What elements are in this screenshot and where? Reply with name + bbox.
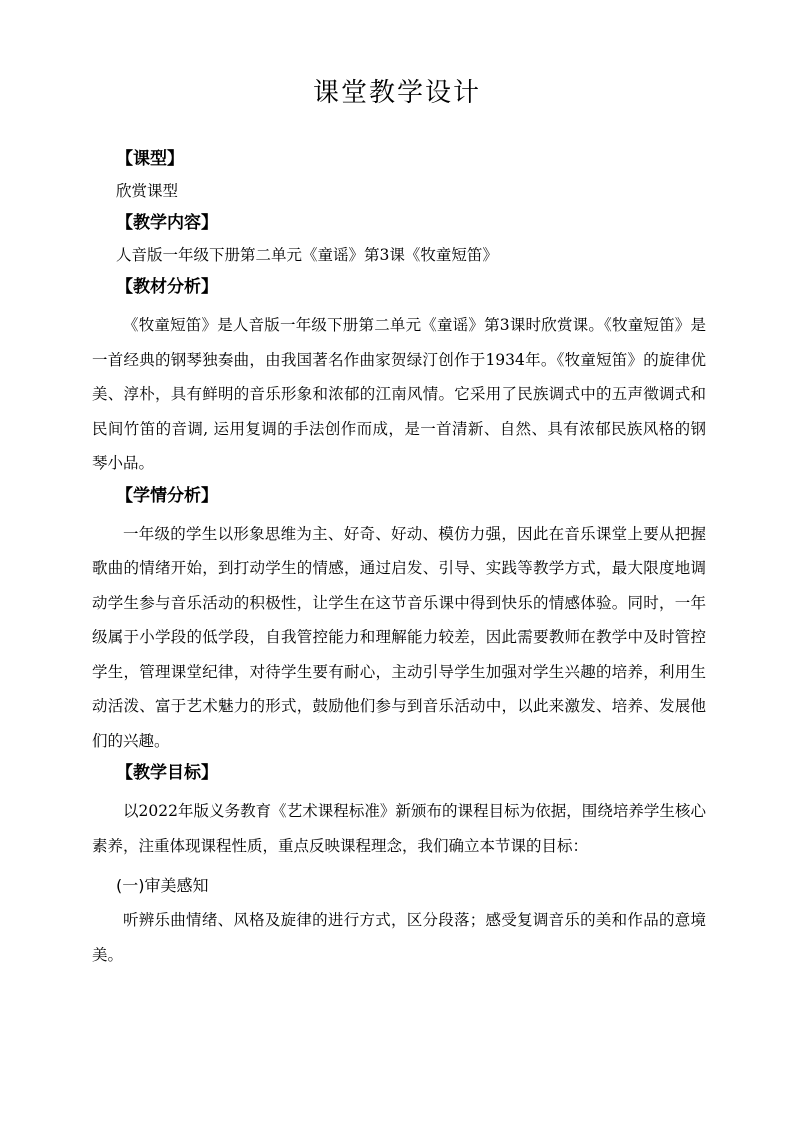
teaching-goals-paragraph: 以2022年版义务教育《艺术课程标准》新颁布的课程目标为依据，围绕培养学生核心素养，注重体现课程性质，重点反映课程理念，我们确立本节课的目标： [92, 802, 706, 855]
heading-student-analysis: 【学情分析】 [116, 485, 218, 506]
heading-teaching-goals: 【教学目标】 [116, 763, 218, 783]
heading-teaching-content: 【教学内容】 [116, 213, 218, 233]
material-analysis-paragraph: 《牧童短笛》是人音版一年级下册第二单元《童谣》第3课时欣赏课。《牧童短笛》是一首经典的钢琴独奏曲，由我国著名作曲家贺绿汀创作于1934年。《牧童短笛》的旋律优美、淳朴，具有鲜明的音乐形象和浓郁的江南风情。它采用了民族调式中的五声徵调式和民间竹笛的音调, 运用复调的手法创作而成，是一首清新、自然、具有浓郁民族风格的钢琴小品。 [92, 316, 706, 472]
subheading-aesthetic-perception: (一)审美感知 [116, 876, 209, 895]
document-body [92, 148, 706, 972]
student-analysis-paragraph: 一年级的学生以形象思维为主、好奇、好动、模仿力强，因此在音乐课堂上要从把握歌曲的情绪开始，到打动学生的情感，通过启发、引导、实践等教学方式，最大限度地调动学生参与音乐活动的积极性，让学生在这节音乐课中得到快乐的情感体验。同时，一年级属于小学段的低学段，自我管控能力和理解能力较差，因此需要教师在教学中及时管控学生，管理课堂纪律，对待学生要有耐心，主动引导学生加强对学生兴趣的培养，利用生动活泼、富于艺术魅力的形式，鼓励他们参与到音乐活动中，以此来激发、培养、发展他们的兴趣。 [92, 524, 706, 750]
teaching-content-text: 人音版一年级下册第二单元《童谣》第3课《牧童短笛》 [116, 246, 498, 264]
heading-material-analysis: 【教材分析】 [116, 277, 218, 297]
lesson-type-text: 欣赏课型 [116, 182, 179, 200]
page-title: 课堂教学设计 [312, 78, 481, 108]
aesthetic-perception-paragraph: 听辨乐曲情绪、风格及旋律的进行方式，区分段落；感受复调音乐的美和作品的意境美。 [92, 911, 706, 964]
heading-lesson-type: 【课型】 [116, 149, 184, 169]
